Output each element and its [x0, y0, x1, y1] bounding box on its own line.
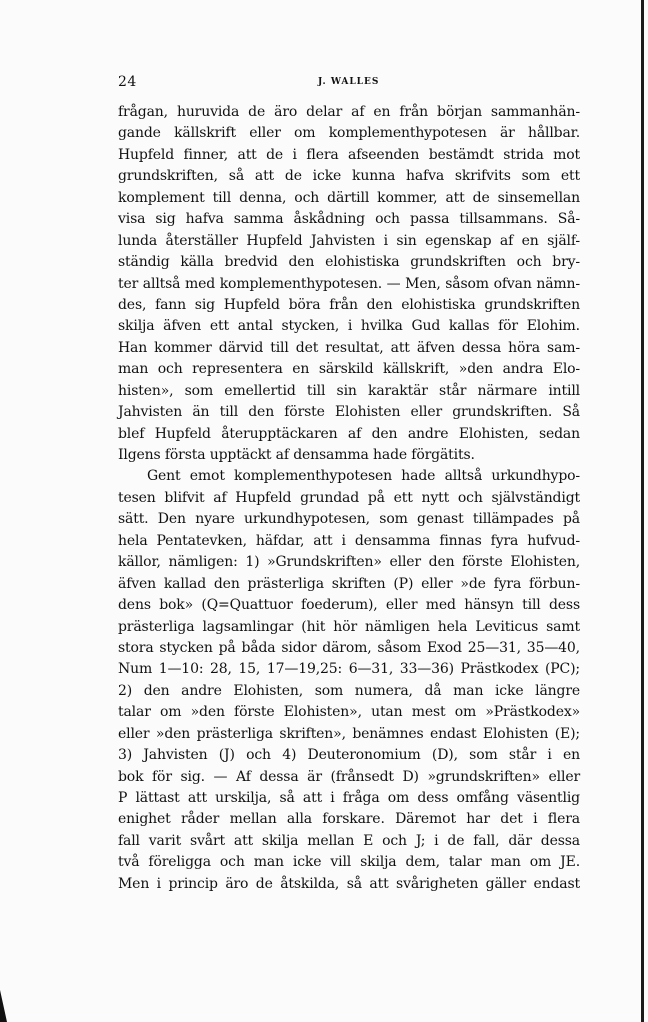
- text-line: 2) den andre Elohisten, som numera, då man icke längre: [118, 682, 580, 699]
- text-line: Num 1—10: 28, 15, 17—19,25: 6—31, 33—36) Prästkodex (PC);: [118, 661, 580, 678]
- text-line: Hupfeld finner, att de i flera afseenden bestämdt strida mot: [118, 146, 580, 163]
- text-line: Gent emot komplementhypotesen hade alltså urkundhypo-: [147, 468, 580, 485]
- text-line: källor, nämligen: 1) »Grundskriften» eller den förste Elohisten,: [118, 554, 580, 571]
- text-line: ter alltså med komplementhypotesen. — Men, såsom ofvan nämn-: [118, 275, 580, 292]
- text-line: P lättast att urskilja, så att i fråga om dess omfång väsentlig: [118, 790, 580, 806]
- text-line: histen», som emellertid till sin karaktär står närmare intill: [118, 382, 580, 399]
- text-line: ständig källa bredvid den elohistiska grundskriften och bry-: [118, 254, 580, 271]
- text-line: eller »den prästerliga skriften», benämnes endast Elohisten (E);: [118, 725, 580, 742]
- text-line: skilja äfven ett antal stycken, i hvilka Gud kallas för Elohim.: [118, 318, 580, 335]
- text-line: fall varit svårt att skilja mellan E och J; i de fall, där dessa: [118, 832, 580, 849]
- text-line: äfven kallad den prästerliga skriften (P) eller »de fyra förbun-: [118, 575, 580, 592]
- text-line: man och representera en särskild källskrift, »den andra Elo-: [118, 361, 580, 378]
- text-line: Jahvisten än till den förste Elohisten eller grundskriften. Så: [118, 404, 580, 421]
- text-line: två föreligga och man icke vill skilja dem, talar man om JE.: [118, 854, 580, 871]
- text-line: enighet råder mellan alla forskare. Däremot har det i flera: [118, 811, 580, 828]
- text-line: gande källskrift eller om komplementhypotesen är hållbar.: [118, 125, 580, 142]
- text-line: lunda återställer Hupfeld Jahvisten i sin egenskap af en själf-: [118, 232, 580, 249]
- text-line: Ilgens första upptäckt af densamma hade förgätits.: [118, 447, 475, 463]
- page-number: 24: [118, 74, 137, 90]
- text-line: tesen blifvit af Hupfeld grundad på ett nytt och självständigt: [118, 489, 580, 506]
- text-line: 3) Jahvisten (J) och 4) Deuteronomium (D), som står i en: [118, 747, 580, 764]
- text-line: visa sig hafva samma åskådning och passa tillsammans. Så-: [118, 211, 580, 228]
- text-line: des, fann sig Hupfeld böra från den elohistiska grundskriften: [118, 296, 580, 313]
- text-line: grundskriften, så att de icke kunna hafva skrifvits som ett: [118, 168, 580, 185]
- body-text: [118, 102, 580, 895]
- text-line: bok för sig. — Af dessa är (frånsedt D) »grundskriften» eller: [118, 768, 580, 785]
- text-line: Han kommer därvid till det resultat, att äfven dessa höra sam-: [118, 339, 580, 356]
- page-edge-shadow: [641, 0, 644, 1022]
- text-line: frågan, huruvida de äro delar af en från början sammanhän-: [118, 104, 580, 120]
- text-line: talar om »den förste Elohisten», utan mest om »Prästkodex»: [118, 704, 580, 721]
- page-header: [118, 74, 580, 92]
- running-head: J. WALLES: [318, 77, 380, 87]
- text-line: Men i princip äro de åtskilda, så att svårigheten gäller endast: [118, 875, 580, 892]
- text-line: hela Pentatevken, häfdar, att i densamma finnas fyra hufvud-: [118, 532, 580, 549]
- text-line: komplement till denna, och därtill kommer, att de sinsemellan: [118, 189, 580, 206]
- text-line: dens bok» (Q=Quattuor foederum), eller med hänsyn till dess: [118, 597, 580, 614]
- text-line: sätt. Den nyare urkundhypotesen, som genast tillämpades på: [118, 511, 580, 528]
- text-line: prästerliga lagsamlingar (hit hör nämligen hela Leviticus samt: [118, 618, 580, 635]
- text-line: blef Hupfeld återupptäckaren af den andre Elohisten, sedan: [118, 425, 580, 442]
- text-line: stora stycken på båda sidor därom, såsom Exod 25—31, 35—40,: [118, 639, 580, 656]
- corner-mark: [0, 990, 7, 1022]
